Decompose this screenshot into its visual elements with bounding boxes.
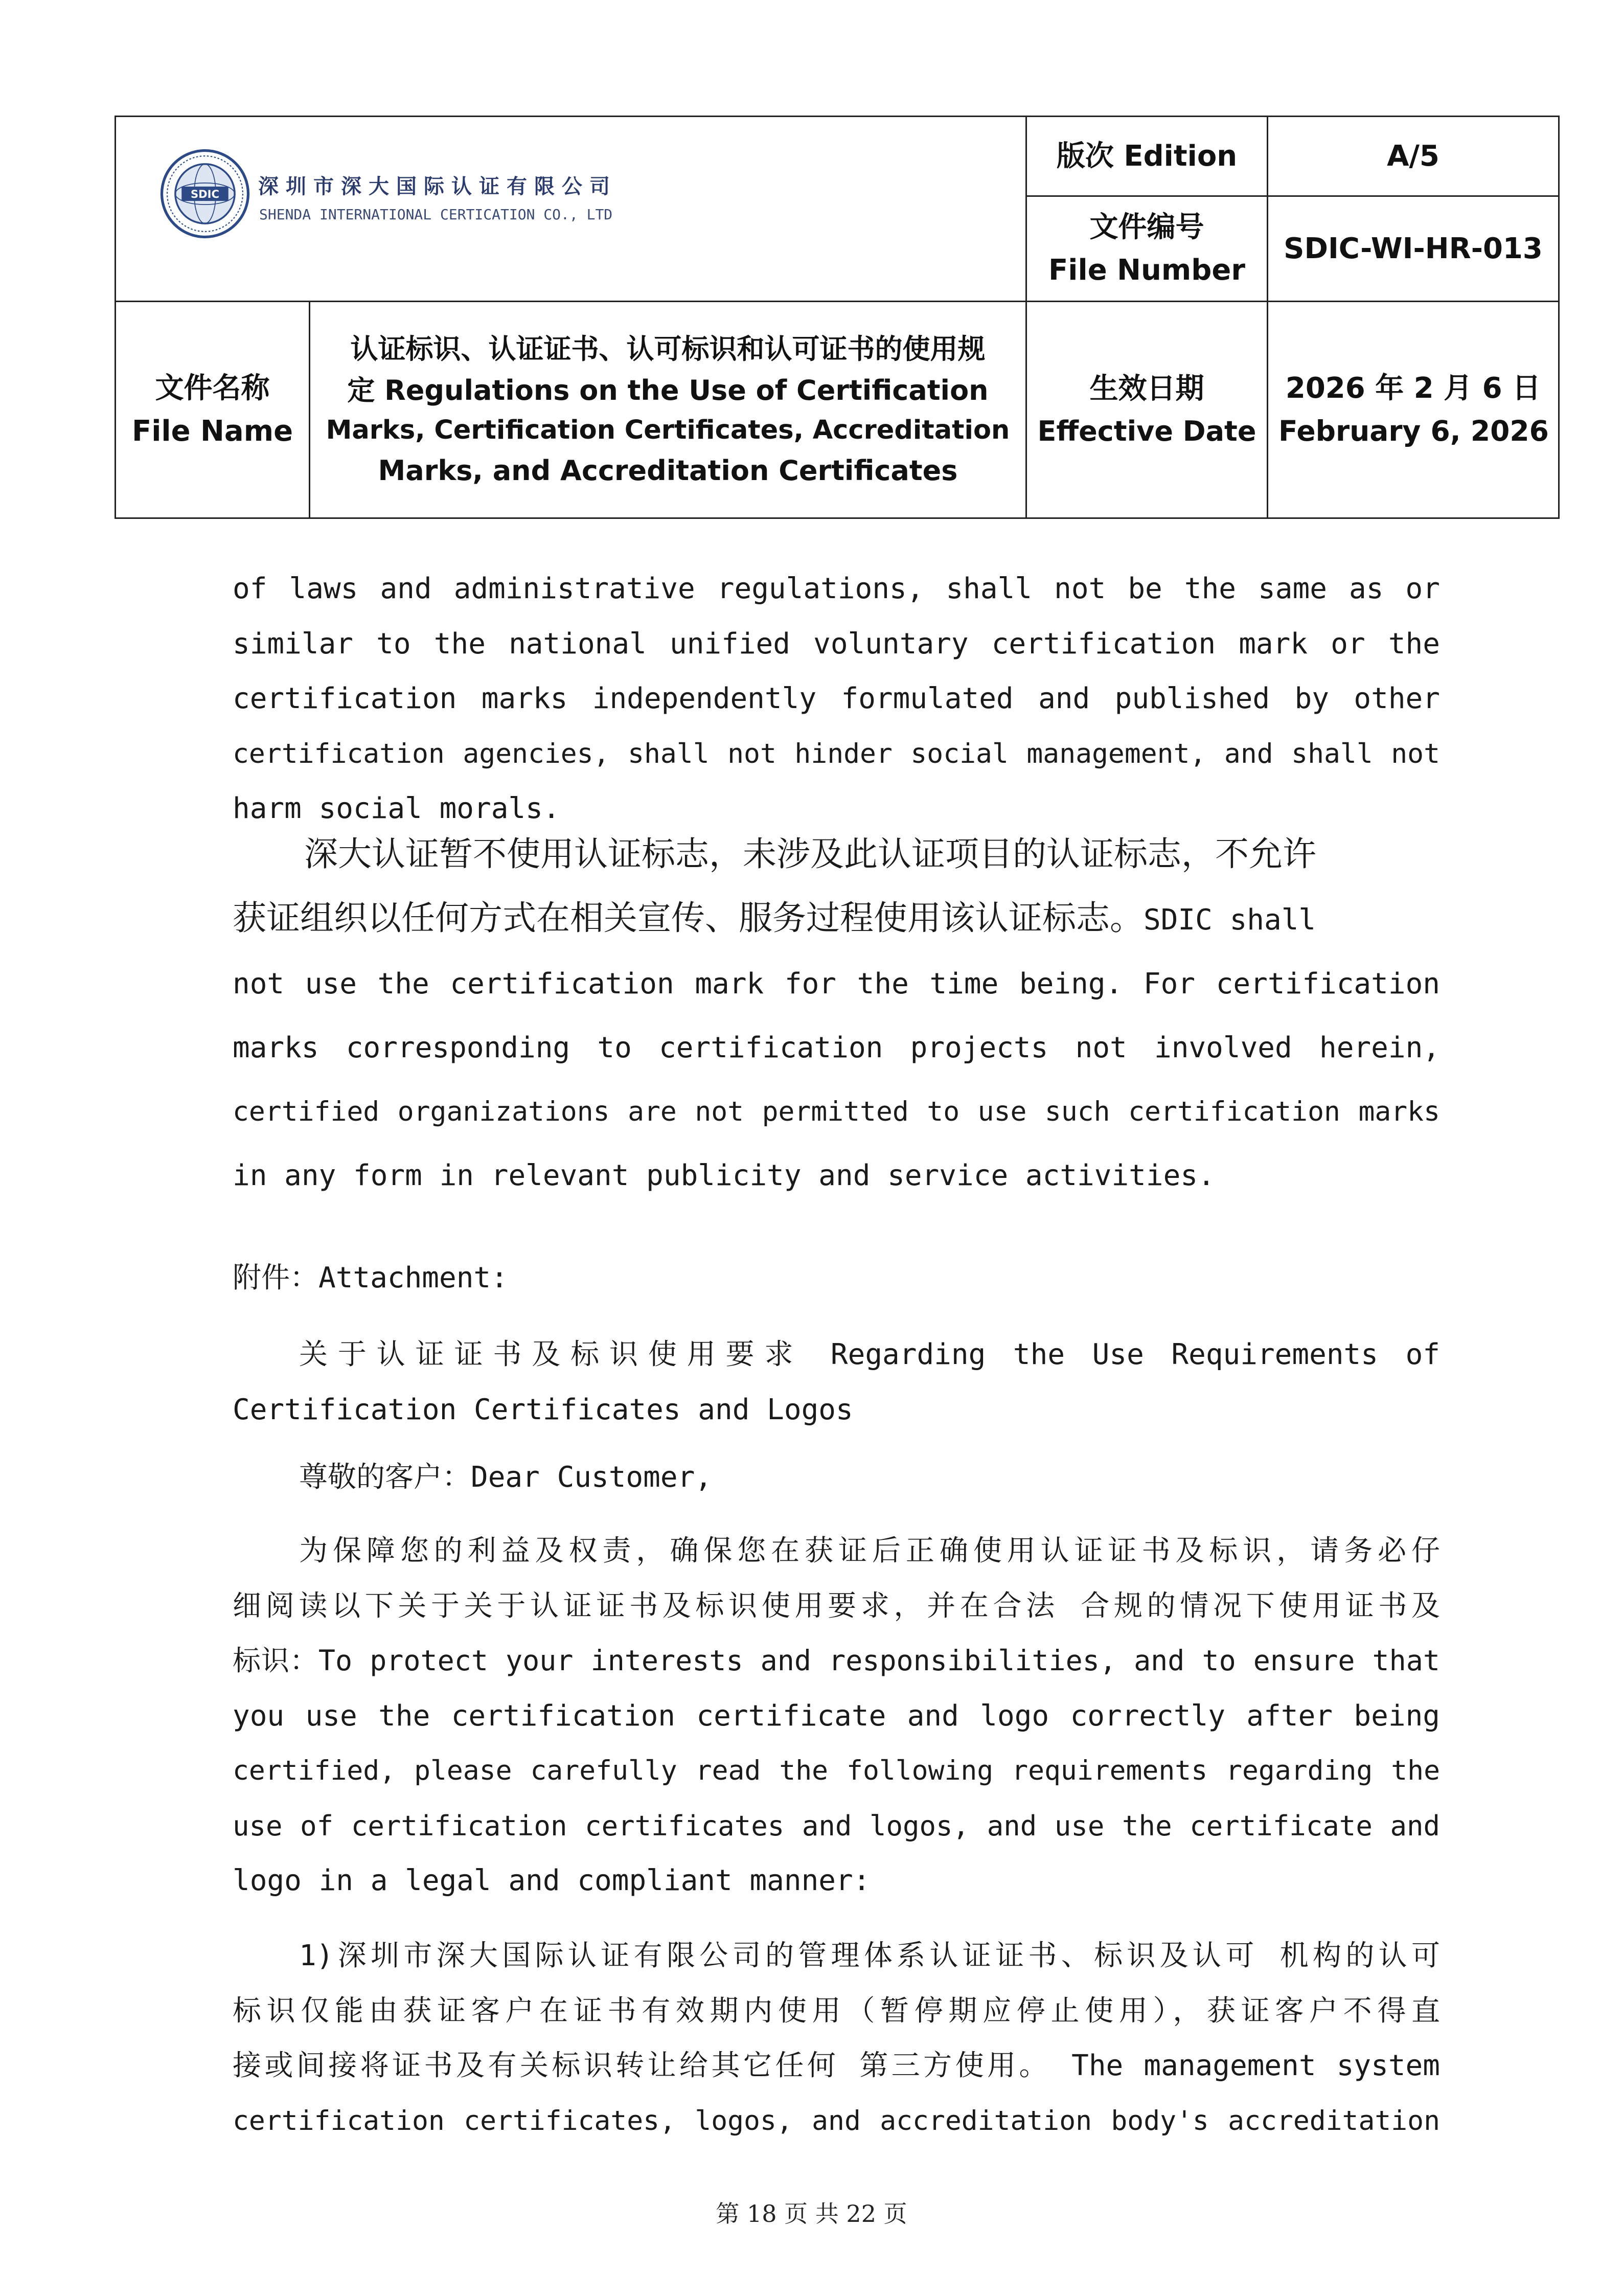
- paragraph-sdic-mark-usage: [233, 822, 1440, 1208]
- document-title-line: 认证标识、认证证书、认可标识和认可证书的使用规: [350, 332, 986, 365]
- company-logo-cell: [116, 117, 1026, 302]
- text-line: marks corresponding to certification projects not involved herein,: [233, 1031, 1440, 1064]
- page-number: 第 18 页 共 22 页: [716, 2200, 907, 2227]
- text-line: logo in a legal and compliant manner:: [233, 1864, 871, 1897]
- text-line: 附件：Attachment:: [233, 1261, 508, 1294]
- text-line: 关于认证证书及标识使用要求 Regarding the Use Requirements of: [299, 1338, 1440, 1371]
- file-number-label-cn: 文件编号: [1089, 210, 1204, 244]
- paragraph-attachment-title: [233, 1327, 1440, 1437]
- text-line: certified organizations are not permitted to use such certification marks: [233, 1096, 1440, 1127]
- logo-seal-text: SDIC: [190, 187, 220, 200]
- text-line: use of certification certificates and logos, and use the certificate and: [233, 1809, 1440, 1842]
- greeting: [233, 1457, 1440, 1498]
- text-line: 尊敬的客户：Dear Customer,: [299, 1461, 713, 1494]
- file-number-label-en: File Number: [1048, 253, 1245, 287]
- text-line: not use the certification mark for the time being. For certification: [233, 967, 1440, 1001]
- file-name-label-en: File Name: [131, 414, 293, 448]
- document-title-line: Marks, and Accreditation Certificates: [378, 454, 958, 487]
- effective-date-value: [1268, 302, 1559, 518]
- text-line: certification agencies, shall not hinder social management, and shall not: [233, 738, 1440, 769]
- text-line: 标识仅能由获证客户在证书有效期内使用（暂停期应停止使用），获证客户不得直: [233, 1994, 1440, 2028]
- effective-date-label: [1026, 302, 1268, 518]
- paragraph-laws-regulations: [233, 561, 1440, 836]
- text-line: certification certificates, logos, and accreditation body's accreditation: [233, 2105, 1440, 2136]
- text-line-cn: 获证组织以任何方式在相关宣传、服务过程使用该认证标志。: [233, 898, 1144, 938]
- document-title: [310, 302, 1026, 518]
- document-header-table: [115, 116, 1560, 519]
- effective-date-en: February 6, 2026: [1278, 415, 1549, 448]
- text-line: of laws and administrative regulations, shall not be the same as or: [233, 572, 1440, 605]
- text-line: 深大认证暂不使用认证标志，未涉及此认证项目的认证标志，不允许: [304, 834, 1316, 874]
- effective-date-cn: 2026 年 2 月 6 日: [1285, 372, 1541, 405]
- effective-date-label-cn: 生效日期: [1089, 372, 1204, 405]
- attachment-heading: [233, 1258, 1440, 1299]
- text-line: you use the certification certificate and logo correctly after being: [233, 1699, 1440, 1733]
- company-name-cn: 深圳市深大国际认证有限公司: [258, 175, 617, 198]
- file-name-label: [116, 302, 310, 518]
- text-line: similar to the national unified voluntary certification mark or the: [233, 627, 1440, 661]
- edition-label: 版次 Edition: [1026, 117, 1268, 196]
- file-number-value: SDIC-WI-HR-013: [1268, 196, 1559, 302]
- file-name-label-cn: 文件名称: [155, 371, 270, 405]
- text-line: 细阅读以下关于关于认证证书及标识使用要求，并在合法 合规的情况下使用证书及: [233, 1589, 1440, 1623]
- text-line: 1)深圳市深大国际认证有限公司的管理体系认证证书、标识及认可 机构的认可: [299, 1939, 1440, 1972]
- text-line: certification marks independently formulated and published by other: [233, 682, 1440, 715]
- text-line-en: SDIC shall: [1144, 903, 1316, 937]
- text-line: Certification Certificates and Logos: [233, 1393, 853, 1426]
- file-number-label: [1026, 196, 1268, 302]
- company-name-en: SHENDA INTERNATIONAL CERTICATION CO., LTD: [259, 206, 613, 223]
- company-seal-icon: [160, 149, 250, 239]
- document-title-line: Marks, Certification Certificates, Accreditation: [326, 415, 1010, 445]
- text-line: in any form in relevant publicity and service activities.: [233, 1159, 1215, 1192]
- paragraph-usage-intro: [233, 1524, 1440, 1908]
- text-line: 接或间接将证书及有关标识转让给其它任何 第三方使用。 The management system: [233, 2049, 1440, 2082]
- effective-date-label-en: Effective Date: [1037, 415, 1256, 447]
- text-line: harm social morals.: [233, 792, 560, 825]
- text-line: 为保障您的利益及权责，确保您在获证后正确使用认证证书及标识，请务必仔: [299, 1534, 1440, 1567]
- text-line: certified, please carefully read the following requirements regarding the: [233, 1755, 1440, 1786]
- edition-value: A/5: [1268, 117, 1559, 196]
- text-line: [233, 886, 1440, 952]
- document-title-line: 定 Regulations on the Use of Certification: [347, 374, 989, 406]
- company-logo: [160, 149, 773, 251]
- paragraph-requirement-1: [233, 1928, 1440, 2148]
- text-line: 标识：To protect your interests and responsibilities, and to ensure that: [233, 1644, 1440, 1677]
